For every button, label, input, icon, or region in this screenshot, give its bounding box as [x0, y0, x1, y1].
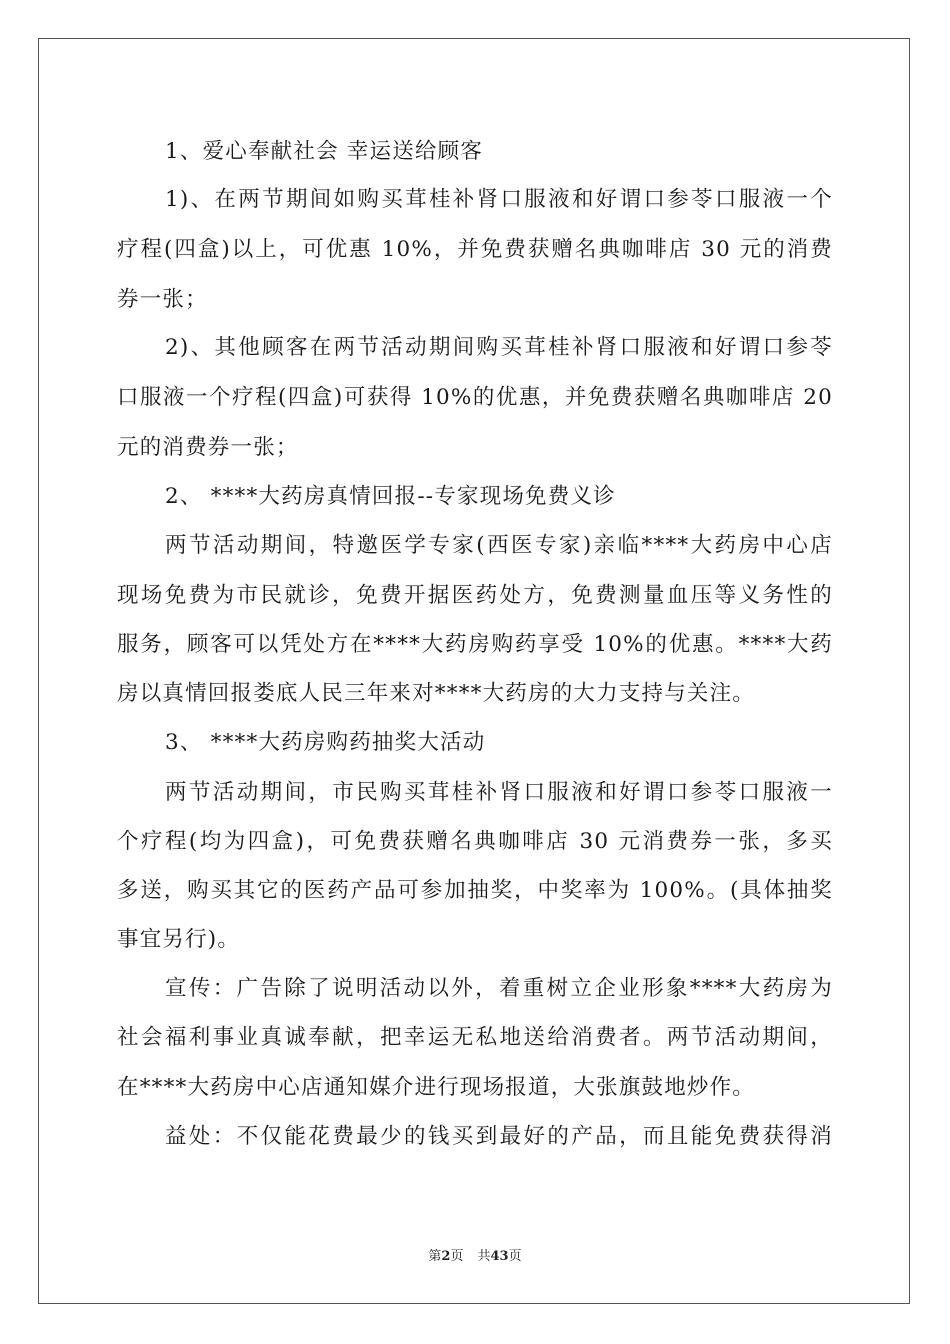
paragraph-line: 益处：不仅能花费最少的钱买到最好的产品，而且能免费获得消: [165, 1124, 833, 1149]
paragraph-line: 1)、在两节期间如购买茸桂补肾口服液和好谓口参苓口服液一个: [165, 187, 833, 212]
paragraph-line: 在****大药房中心店通知媒介进行现场报道，大张旗鼓地炒作。: [117, 1075, 756, 1100]
page-border: [38, 38, 910, 1304]
paragraph-line: 元的消费券一张；: [117, 435, 299, 460]
total-prefix: 共: [477, 1249, 491, 1264]
paragraph-line: 多送，购买其它的医药产品可参加抽奖，中奖率为 100%。(具体抽奖: [117, 878, 833, 903]
section-heading-3: 3、 ****大药房购药抽奖大活动: [165, 730, 486, 755]
paragraph-line: 2)、其他顾客在两节活动期间购买茸桂补肾口服液和好谓口参苓: [165, 335, 833, 360]
total-pages: 43: [490, 1249, 509, 1264]
section-heading-2: 2、 ****大药房真情回报--专家现场免费义诊: [165, 484, 616, 509]
page-footer: [0, 1248, 950, 1266]
paragraph-line: 两节活动期间，特邀医学专家(西医专家)亲临****大药房中心店: [165, 533, 833, 558]
paragraph-line: 宣传：广告除了说明活动以外，着重树立企业形象****大药房为: [165, 976, 833, 1001]
page-prefix: 第: [428, 1249, 442, 1264]
paragraph-line: 两节活动期间，市民购买茸桂补肾口服液和好谓口参苓口服液一: [165, 780, 833, 805]
paragraph-line: 现场免费为市民就诊，免费开据医药处方，免费测量血压等义务性的: [117, 583, 833, 608]
paragraph-line: 券一张；: [117, 287, 208, 312]
total-unit: 页: [508, 1249, 522, 1264]
paragraph-line: 个疗程(均为四盒)，可免费获赠名典咖啡店 30 元消费券一张，多买: [117, 829, 833, 854]
section-heading-1: 1、爱心奉献社会 幸运送给顾客: [165, 139, 484, 164]
paragraph-line: 事宜另行)。: [117, 927, 241, 952]
paragraph-line: 疗程(四盒)以上，可优惠 10%，并免费获赠名典咖啡店 30 元的消费: [117, 237, 833, 262]
paragraph-line: 房以真情回报娄底人民三年来对****大药房的大力支持与关注。: [117, 681, 756, 706]
paragraph-line: 口服液一个疗程(四盒)可获得 10%的优惠，并免费获赠名典咖啡店 20: [117, 385, 833, 410]
paragraph-line: 服务，顾客可以凭处方在****大药房购药享受 10%的优惠。****大药: [117, 632, 833, 657]
page-unit: 页: [450, 1249, 464, 1264]
page-number: 2: [441, 1249, 451, 1264]
paragraph-line: 社会福利事业真诚奉献，把幸运无私地送给消费者。两节活动期间，: [117, 1025, 833, 1050]
